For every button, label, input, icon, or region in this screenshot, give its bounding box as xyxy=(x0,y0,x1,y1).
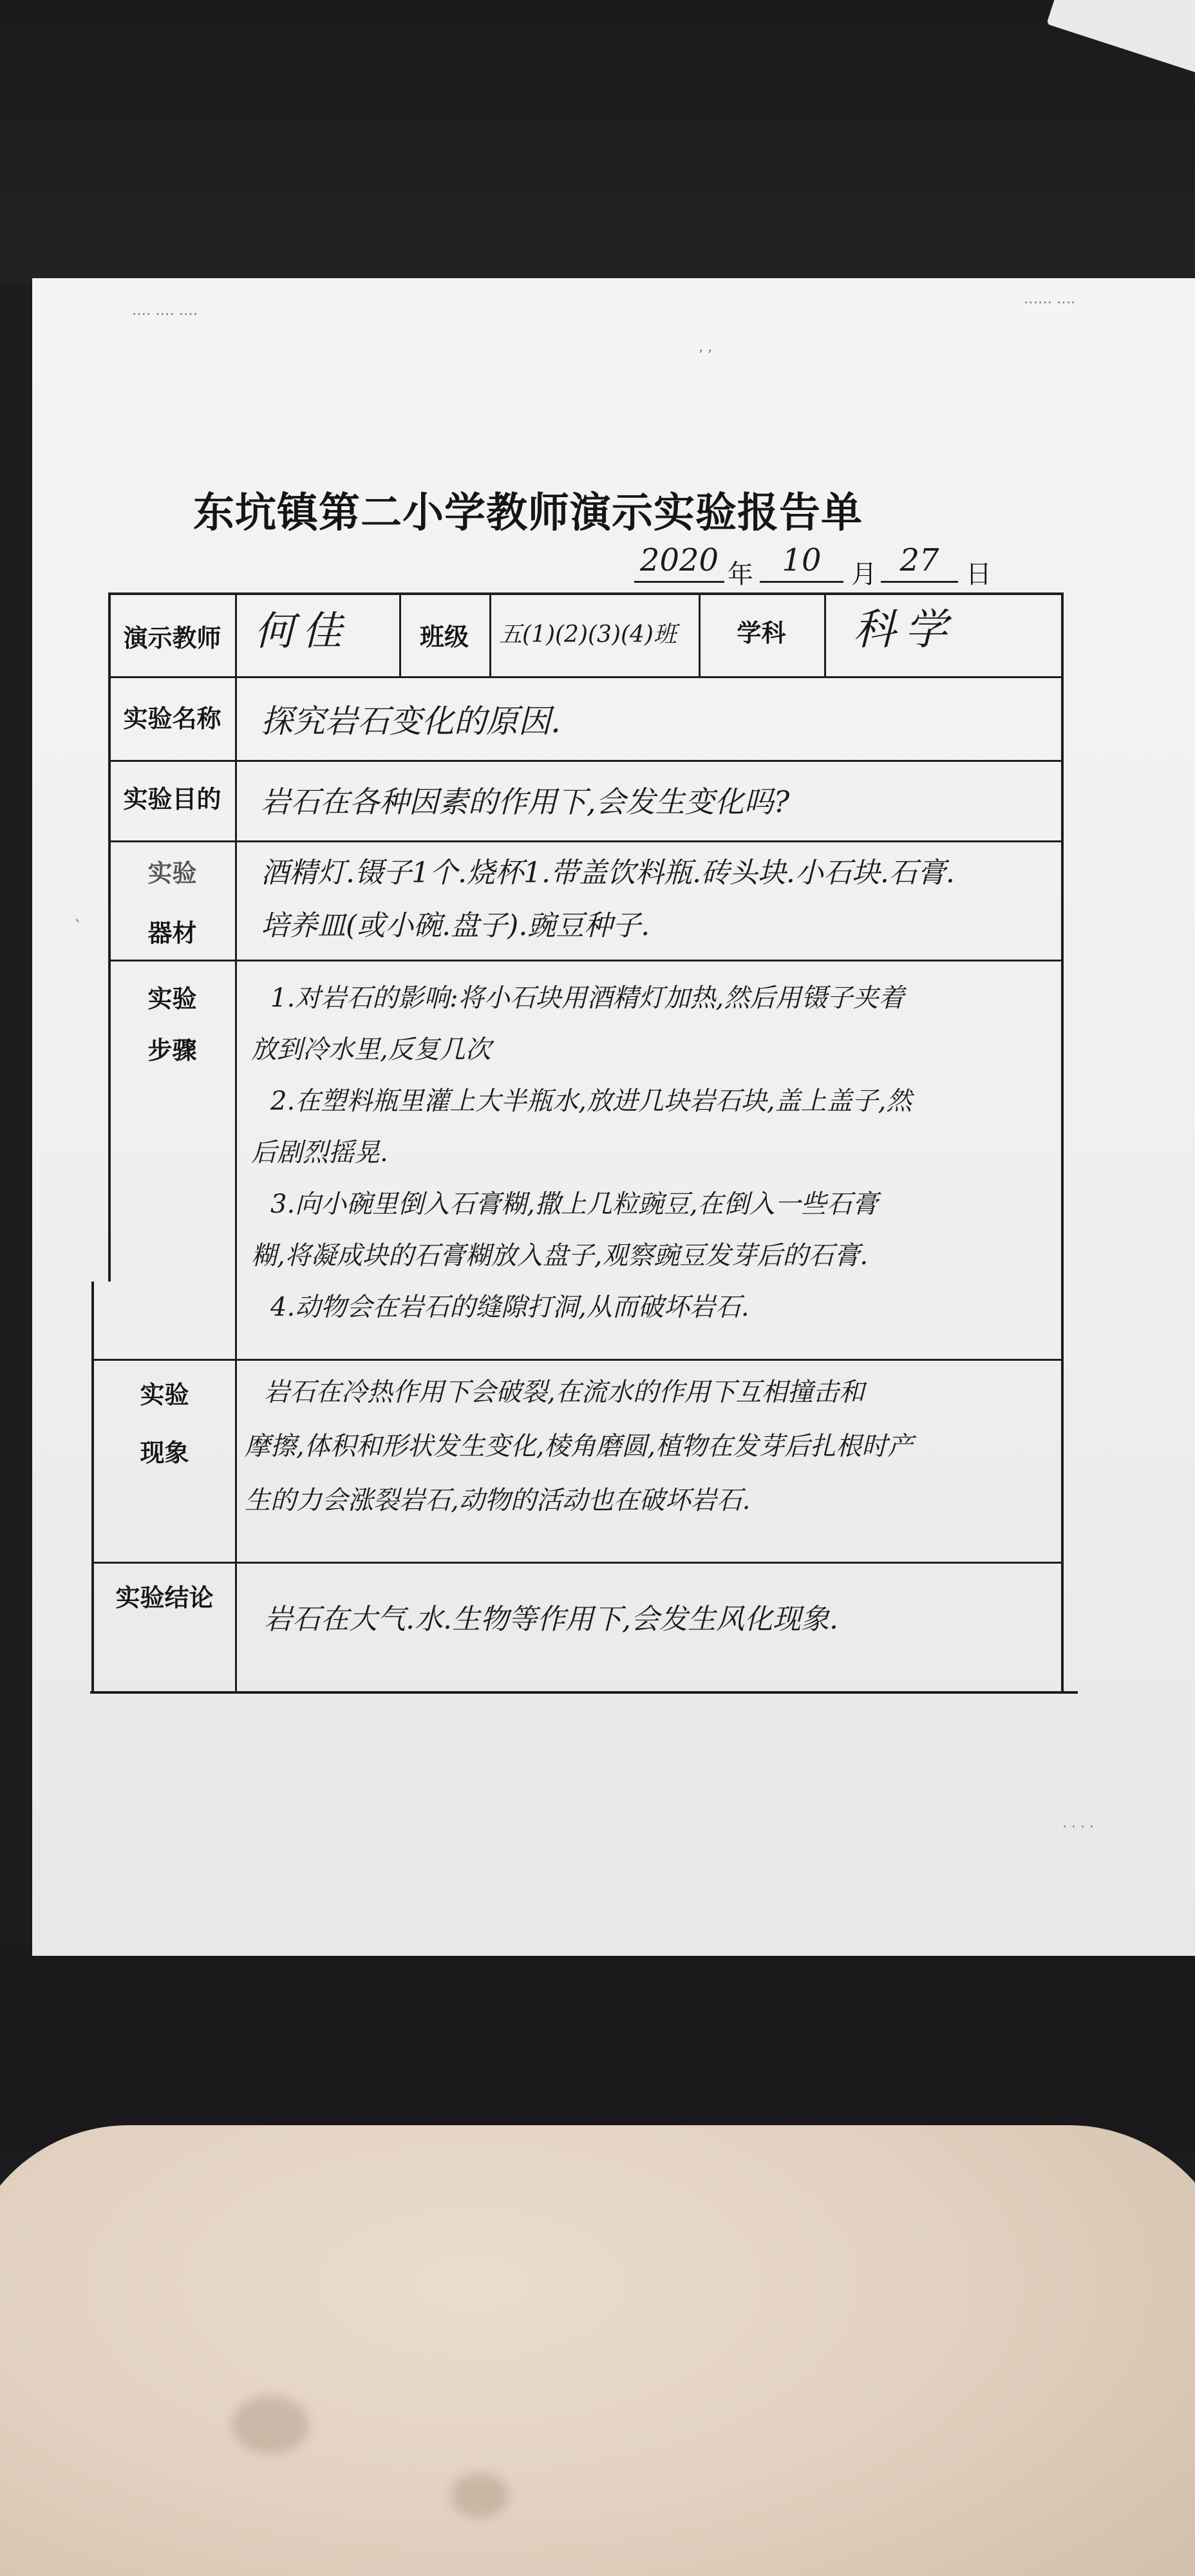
month-label: 月 xyxy=(851,560,877,589)
row-divider xyxy=(93,1562,1064,1564)
month-field xyxy=(760,542,843,583)
phenomenon-line: 摩擦,体积和形状发生变化,棱角磨圆,植物在发芽后扎根时产 xyxy=(245,1432,914,1461)
column-divider xyxy=(824,592,826,676)
purpose-value: 岩石在各种因素的作用下,会发生变化吗? xyxy=(261,784,790,819)
column-divider xyxy=(235,592,237,1694)
row-divider xyxy=(109,760,1062,762)
step-line: 放到冷水里,反复几次 xyxy=(251,1035,491,1065)
year-value: 2020 xyxy=(639,542,719,578)
materials-label-line2: 器材 xyxy=(147,919,197,947)
steps-label-line1: 实验 xyxy=(147,985,197,1013)
row-divider xyxy=(94,1359,1064,1361)
experiment-name-label: 实验名称 xyxy=(123,705,221,733)
step-line: 1.对岩石的影响:将小石块用酒精灯加热,然后用镊子夹着 xyxy=(270,983,905,1013)
materials-line: 酒精灯.镊子1个.烧杯1.带盖饮料瓶.砖头块.小石块.石膏. xyxy=(261,857,955,889)
print-mark: · · · · xyxy=(1062,1819,1094,1835)
column-divider xyxy=(489,592,491,676)
day-field xyxy=(881,542,958,583)
print-mark: ʼ ʼ xyxy=(699,348,712,364)
cloth-stain xyxy=(451,2473,509,2518)
date-line xyxy=(0,542,1195,589)
day-value: 27 xyxy=(899,542,939,578)
row-divider xyxy=(109,840,1062,842)
table-border xyxy=(90,1691,1078,1694)
report-table xyxy=(90,592,1075,1694)
day-label: 日 xyxy=(966,560,992,589)
teacher-label: 演示教师 xyxy=(123,624,221,652)
step-line: 后剧烈摇晃. xyxy=(251,1138,388,1168)
phenomenon-label-line2: 现象 xyxy=(140,1439,189,1467)
conclusion-value: 岩石在大气.水.生物等作用下,会发生风化现象. xyxy=(264,1603,838,1636)
table-border xyxy=(109,592,1062,595)
step-line: 4.动物会在岩石的缝隙打洞,从而破坏岩石. xyxy=(270,1293,749,1322)
page-title: 东坑镇第二小学教师演示实验报告单 xyxy=(193,489,863,537)
print-mark: ‥‥‥ ‥‥ xyxy=(1024,291,1076,307)
phenomenon-line: 生的力会涨裂岩石,动物的活动也在破坏岩石. xyxy=(245,1486,751,1515)
materials-label-line1: 实验 xyxy=(147,859,197,887)
purpose-label: 实验目的 xyxy=(123,785,221,813)
class-label: 班级 xyxy=(419,623,469,651)
subject-label: 学科 xyxy=(737,619,786,647)
dark-background xyxy=(0,0,1195,283)
month-value: 10 xyxy=(782,542,822,578)
beige-cloth xyxy=(0,2125,1195,2576)
experiment-name-value: 探究岩石变化的原因. xyxy=(261,703,561,740)
materials-line: 培养皿(或小碗.盘子).豌豆种子. xyxy=(261,909,650,942)
year-label: 年 xyxy=(728,560,753,589)
print-mark: ‥‥ ‥‥ ‥‥ xyxy=(132,303,198,319)
step-line: 2.在塑料瓶里灌上大半瓶水,放进几块岩石块,盖上盖子,然 xyxy=(270,1086,912,1116)
cloth-stain xyxy=(232,2396,309,2454)
materials-value xyxy=(261,847,955,952)
table-border xyxy=(1061,592,1064,1694)
phenomenon-value xyxy=(245,1365,913,1528)
conclusion-label: 实验结论 xyxy=(115,1584,214,1612)
teacher-value: 何佳 xyxy=(254,607,350,654)
step-line: 3.向小碗里倒入石膏糊,撒上几粒豌豆,在倒入一些石膏 xyxy=(270,1189,878,1219)
row-divider xyxy=(109,676,1062,678)
phenomenon-label-line1: 实验 xyxy=(140,1381,189,1409)
year-field xyxy=(634,542,724,583)
phenomenon-line: 岩石在冷热作用下会破裂,在流水的作用下互相撞击和 xyxy=(264,1378,865,1407)
table-border xyxy=(91,1282,94,1694)
dark-table-surface xyxy=(0,1945,1195,2151)
steps-label-line2: 步骤 xyxy=(147,1036,197,1065)
margin-mark: ˋ xyxy=(74,918,82,937)
subject-value: 科学 xyxy=(853,605,956,654)
step-line: 糊,将凝成块的石膏糊放入盘子,观察豌豆发芽后的石膏. xyxy=(251,1241,869,1271)
steps-list xyxy=(251,972,912,1333)
class-value: 五(1)(2)(3)(4)班 xyxy=(499,621,677,648)
row-divider xyxy=(109,960,1062,961)
